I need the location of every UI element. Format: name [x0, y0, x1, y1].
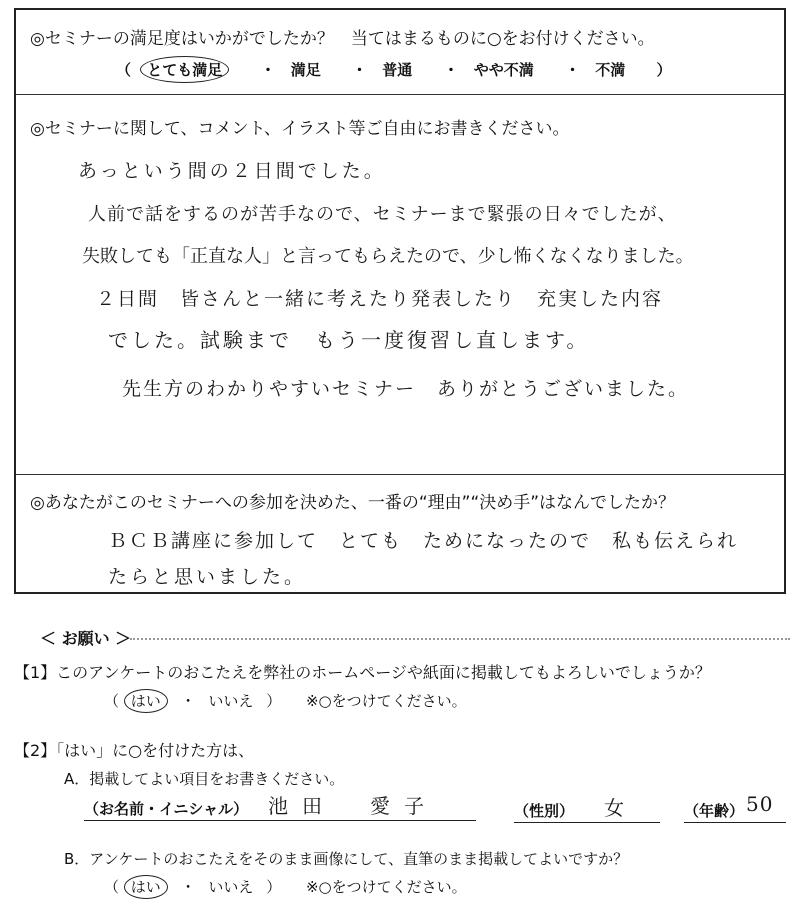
q3-answer-line: ＢＣＢ講座に参加して とても ためになったので 私も伝えられ	[108, 530, 739, 552]
q2-answer-line: 人前で話をするのが苦手なので、セミナーまで緊張の日々でしたが、	[88, 204, 677, 225]
q1-option-slightly-unsatisfied[interactable]: やや不満	[473, 61, 534, 79]
q2-answer-line: あっという間の２日間でした。	[78, 160, 386, 182]
q2-answer-line: 先生方のわかりやすいセミナー ありがとうございました。	[122, 378, 690, 400]
request-header: ＜ お願い ＞	[40, 629, 132, 648]
b-dot: ・	[180, 878, 196, 896]
q3-question: ◎あなたがこのセミナーへの参加を決めた、一番の“理由”“決め手”はなんでしたか？	[30, 493, 676, 513]
age-underline	[684, 822, 786, 823]
b-options	[104, 876, 467, 897]
divider	[16, 94, 784, 95]
item1-no[interactable]: いいえ	[208, 692, 254, 710]
item1-yes[interactable]: はい	[124, 689, 168, 713]
survey-frame	[14, 8, 786, 594]
age-value: 50	[746, 792, 774, 816]
gender-underline	[514, 822, 660, 823]
q2-question: ◎セミナーに関して、コメント、イラスト等ご自由にお書きください。	[30, 119, 570, 139]
q1-option-satisfied[interactable]: 満足	[290, 61, 321, 79]
name-label: （お名前・イニシャル）	[84, 800, 249, 818]
q1-open-paren: （	[116, 61, 132, 79]
q1-sep: ・	[443, 61, 459, 79]
divider	[16, 474, 784, 475]
q1-options	[116, 56, 698, 83]
b-close-paren: ）	[266, 878, 282, 896]
b-no[interactable]: いいえ	[208, 878, 254, 896]
q1-sep: ・	[565, 61, 581, 79]
q1-option-normal[interactable]: 普通	[382, 61, 413, 79]
name-value: 池田 愛子	[268, 794, 438, 818]
name-underline	[84, 820, 476, 821]
q1-option-very-satisfied[interactable]: とても満足	[140, 56, 229, 83]
item1-dot: ・	[180, 692, 196, 710]
dotted-rule	[130, 638, 790, 640]
item1-close-paren: ）	[266, 692, 282, 710]
request-item1: 【1】このアンケートのおこたえを弊社のホームページや紙面に掲載してもよろしいでしょうか？	[14, 663, 711, 682]
b-label: B．アンケートのおこたえをそのまま画像にして、直筆のまま掲載してよいですか？	[64, 850, 629, 868]
q1-option-unsatisfied[interactable]: 不満	[595, 61, 626, 79]
gender-label: （性別）	[514, 802, 575, 820]
q1-close-paren: ）	[656, 61, 672, 79]
item1-options	[104, 690, 467, 711]
q3-answer-line: たらと思いました。	[108, 566, 307, 588]
q1-question: ◎セミナーの満足度はいかがでしたか？ 当てはまるものに○をお付けください。	[30, 29, 655, 49]
q2-answer-line: ２日間 皆さんと一緒に考えたり発表したり 充実した内容	[96, 288, 664, 310]
a-label: A．掲載してよい項目をお書きください。	[64, 770, 345, 788]
b-note: ※○をつけてください。	[305, 878, 467, 896]
b-yes[interactable]: はい	[124, 875, 168, 899]
q1-sep: ・	[260, 61, 276, 79]
item1-note: ※○をつけてください。	[305, 692, 467, 710]
item1-open-paren: （	[104, 692, 120, 710]
b-open-paren: （	[104, 878, 120, 896]
q1-sep: ・	[352, 61, 368, 79]
gender-value: 女	[604, 796, 627, 820]
request-item2: 【2】「はい」に○を付けた方は、	[14, 741, 255, 760]
q2-answer-line: でした。試験まで もう一度復習し直します。	[108, 328, 590, 352]
q2-answer-line: 失敗しても「正直な人」と言ってもらえたので、少し怖くなくなりました。	[82, 246, 694, 267]
age-label: （年齢）	[684, 802, 745, 820]
